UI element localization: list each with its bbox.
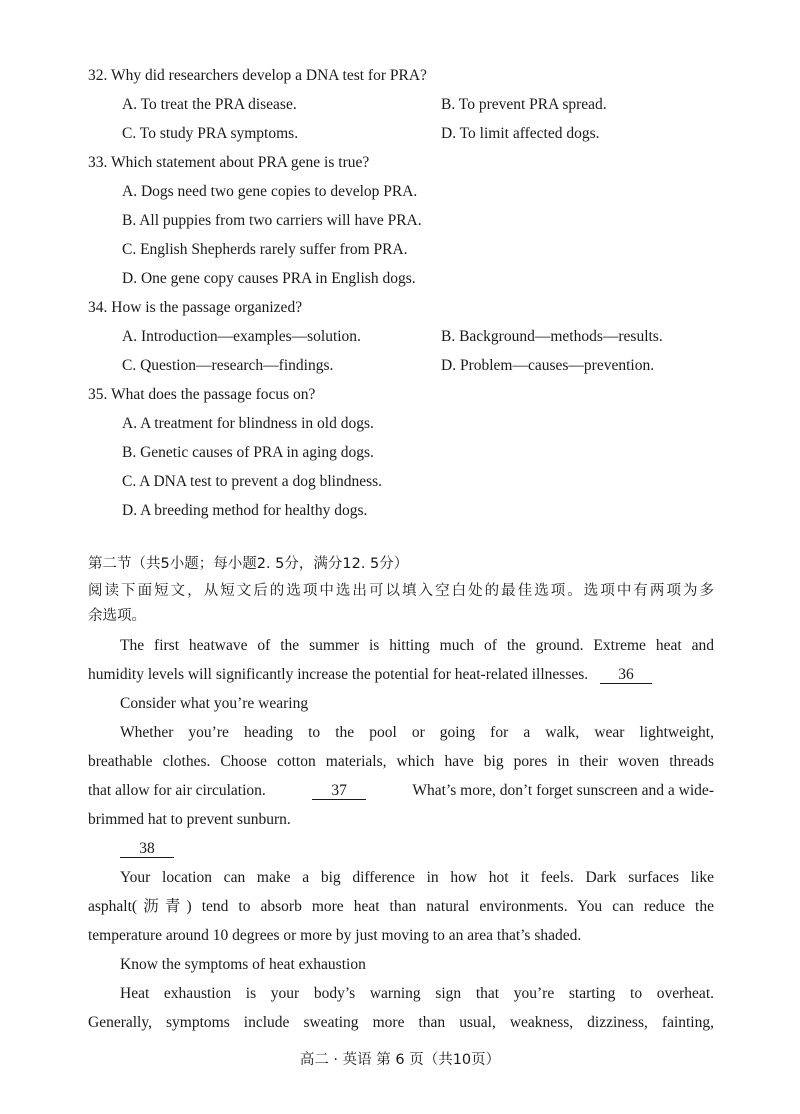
blank-37[interactable]: 37 <box>312 782 366 800</box>
passage-p1-line-1-text: The first heatwave of the summer is hitting much of the ground. Extreme heat and <box>120 637 714 654</box>
question-33-option-d: D. One gene copy causes PRA in English dogs. <box>122 270 416 287</box>
passage-p2-line-3 <box>88 781 714 801</box>
passage-p1-line-2 <box>88 665 652 685</box>
passage-p2-line-3a: that allow for air circulation. <box>88 782 266 799</box>
passage-p1-line-1 <box>88 636 714 656</box>
page-footer: 高二 · 英语 第 6 页（共10页） <box>299 1052 501 1068</box>
question-35-stem: 35. What does the passage focus on? <box>88 386 316 403</box>
blank-38[interactable]: 38 <box>120 840 174 858</box>
question-35-option-a: A. A treatment for blindness in old dogs. <box>122 415 374 432</box>
question-34-option-c: C. Question—research—findings. <box>122 357 334 374</box>
passage-p4-line-1-text: Heat exhaustion is your body’s warning sign that you’re starting to overheat. <box>120 985 714 1002</box>
question-34-stem: 34. How is the passage organized? <box>88 299 303 316</box>
passage-p2-line-1 <box>88 723 714 743</box>
question-33-option-c: C. English Shepherds rarely suffer from PRA. <box>122 241 408 258</box>
passage-p2-line-4: brimmed hat to prevent sunburn. <box>88 811 291 828</box>
blank-36[interactable]: 36 <box>600 666 652 684</box>
question-32-option-d: D. To limit affected dogs. <box>441 125 600 142</box>
question-32-option-c: C. To study PRA symptoms. <box>122 125 299 142</box>
question-32-option-a: A. To treat the PRA disease. <box>122 96 297 113</box>
passage-p2-line-2: breathable clothes. Choose cotton materials, which have big pores in their woven threads <box>88 753 714 770</box>
passage-p1-line-2-text: humidity levels will significantly increase the potential for heat-related illnesses. <box>88 666 589 683</box>
question-35-option-c: C. A DNA test to prevent a dog blindness. <box>122 473 383 490</box>
passage-p2-line-3b: What’s more, don’t forget sunscreen and a wide- <box>412 782 714 799</box>
question-35-option-b: B. Genetic causes of PRA in aging dogs. <box>122 444 374 461</box>
question-34-option-a: A. Introduction—examples—solution. <box>122 328 361 345</box>
passage-p3-line-3: temperature around 10 degrees or more by just moving to an area that’s shaded. <box>88 927 582 944</box>
question-33-option-b: B. All puppies from two carriers will have PRA. <box>122 212 422 229</box>
heading-consider-wearing: Consider what you’re wearing <box>120 695 309 712</box>
question-32-option-b: B. To prevent PRA spread. <box>441 96 607 113</box>
passage-p4-line-1 <box>88 984 714 1004</box>
question-32-stem: 32. Why did researchers develop a DNA test for PRA? <box>88 67 427 84</box>
blank-38-row <box>120 839 174 859</box>
heading-heat-exhaustion: Know the symptoms of heat exhaustion <box>120 956 366 973</box>
passage-p3-line-1-text: Your location can make a big difference in how hot it feels. Dark surfaces like <box>120 869 714 886</box>
passage-p4-line-2: Generally, symptoms include sweating more than usual, weakness, dizziness, fainting, <box>88 1014 714 1031</box>
passage-p2-line-1-text: Whether you’re heading to the pool or going for a walk, wear lightweight, <box>120 724 714 741</box>
section-header: 第二节（共5小题；每小题2. 5分，满分12. 5分） <box>88 556 409 572</box>
section-instruction-line-2: 余选项。 <box>88 608 146 624</box>
question-33-stem: 33. Which statement about PRA gene is true? <box>88 154 370 171</box>
question-34-option-b: B. Background—methods—results. <box>441 328 663 345</box>
question-35-option-d: D. A breeding method for healthy dogs. <box>122 502 368 519</box>
section-instruction-line-1: 阅读下面短文，从短文后的选项中选出可以填入空白处的最佳选项。选项中有两项为多 <box>88 583 714 599</box>
question-34-option-d: D. Problem—causes—prevention. <box>441 357 655 374</box>
passage-p3-line-2: asphalt(沥青) tend to absorb more heat than natural environments. You can reduce the <box>88 898 714 915</box>
passage-p3-line-1 <box>88 868 714 888</box>
question-33-option-a: A. Dogs need two gene copies to develop PRA. <box>122 183 418 200</box>
